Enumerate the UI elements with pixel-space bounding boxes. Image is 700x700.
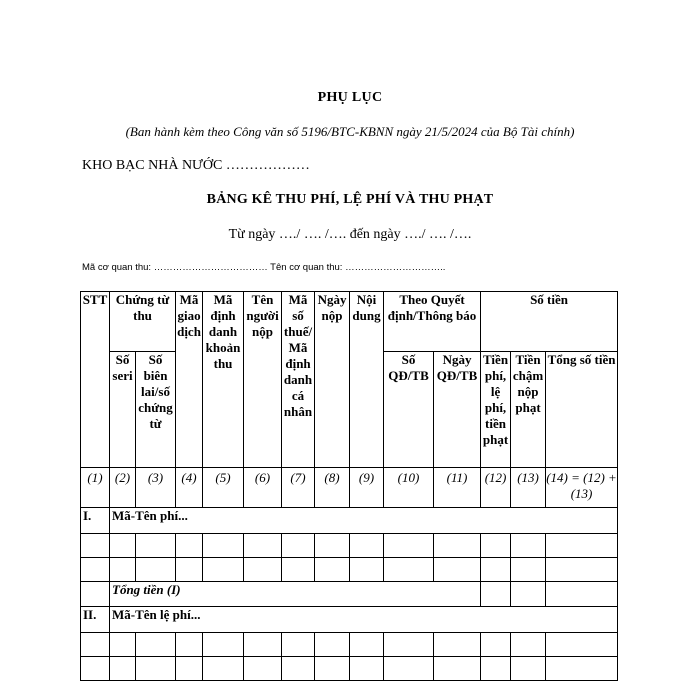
document-title: PHỤ LỤC <box>317 90 383 105</box>
col-chung-tu-thu: Chứng từ thu <box>110 292 176 352</box>
index-cell: (10) <box>384 468 434 508</box>
fee-table <box>80 291 618 681</box>
index-cell: (7) <box>282 468 315 508</box>
index-cell: (3) <box>136 468 176 508</box>
col-noi-dung: Nội dung <box>350 292 384 468</box>
section-total-row <box>81 582 618 607</box>
col-so-qd-tb: Số QĐ/TB <box>384 352 434 468</box>
report-heading: BẢNG KÊ THU PHÍ, LỆ PHÍ VÀ THU PHẠT <box>206 192 494 207</box>
date-range: Từ ngày …./ …. /…. đến ngày …./ …. /…. <box>228 227 472 242</box>
header-row-1 <box>81 292 618 352</box>
section-name: Mã-Tên phí... <box>110 508 618 534</box>
index-cell: (13) <box>511 468 546 508</box>
section-total-label: Tổng tiền (I) <box>110 582 481 607</box>
col-so-bien-lai: Số biên lai/số chứng từ <box>136 352 176 468</box>
table-row <box>81 633 618 657</box>
col-so-tien: Số tiền <box>481 292 618 352</box>
index-cell: (9) <box>350 468 384 508</box>
col-ma-so-thue: Mã số thuế/ Mã định danh cá nhân <box>282 292 315 468</box>
index-cell: (8) <box>315 468 350 508</box>
index-row <box>81 468 618 508</box>
section-number: II. <box>81 607 110 633</box>
section-row <box>81 607 618 633</box>
table-row <box>81 657 618 681</box>
index-cell: (5) <box>203 468 244 508</box>
index-cell: (11) <box>434 468 481 508</box>
index-cell: (14) = (12) + (13) <box>546 468 618 508</box>
section-row <box>81 508 618 534</box>
col-tien-phi: Tiền phí, lệ phí, tiền phạt <box>481 352 511 468</box>
col-ma-dinh-danh: Mã định danh khoản thu <box>203 292 244 468</box>
col-theo-quyet-dinh: Theo Quyết định/Thông báo <box>384 292 481 352</box>
section-name: Mã-Tên lệ phí... <box>110 607 618 633</box>
col-ngay-qd-tb: Ngày QĐ/TB <box>434 352 481 468</box>
index-cell: (2) <box>110 468 136 508</box>
document-subtitle: (Ban hành kèm theo Công văn số 5196/BTC-KBNN ngày 21/5/2024 của Bộ Tài chính) <box>125 124 575 139</box>
col-ma-giao-dich: Mã giao dịch <box>176 292 203 468</box>
index-cell: (4) <box>176 468 203 508</box>
col-ten-nguoi-nop: Tên người nộp <box>244 292 282 468</box>
agency-line: Mã cơ quan thu: ……………………………… Tên cơ quan thu: ………………………….. <box>82 262 446 273</box>
col-tien-cham-nop: Tiền chậm nộp phạt <box>511 352 546 468</box>
index-cell: (1) <box>81 468 110 508</box>
table-row <box>81 558 618 582</box>
index-cell: (12) <box>481 468 511 508</box>
table-row <box>81 534 618 558</box>
index-cell: (6) <box>244 468 282 508</box>
col-stt: STT <box>81 292 110 468</box>
section-number: I. <box>81 508 110 534</box>
col-tong-so-tien: Tổng số tiền <box>546 352 618 468</box>
col-ngay-nop: Ngày nộp <box>315 292 350 468</box>
col-so-seri: Số seri <box>110 352 136 468</box>
treasury-line: KHO BẠC NHÀ NƯỚC ……………… <box>82 158 310 173</box>
